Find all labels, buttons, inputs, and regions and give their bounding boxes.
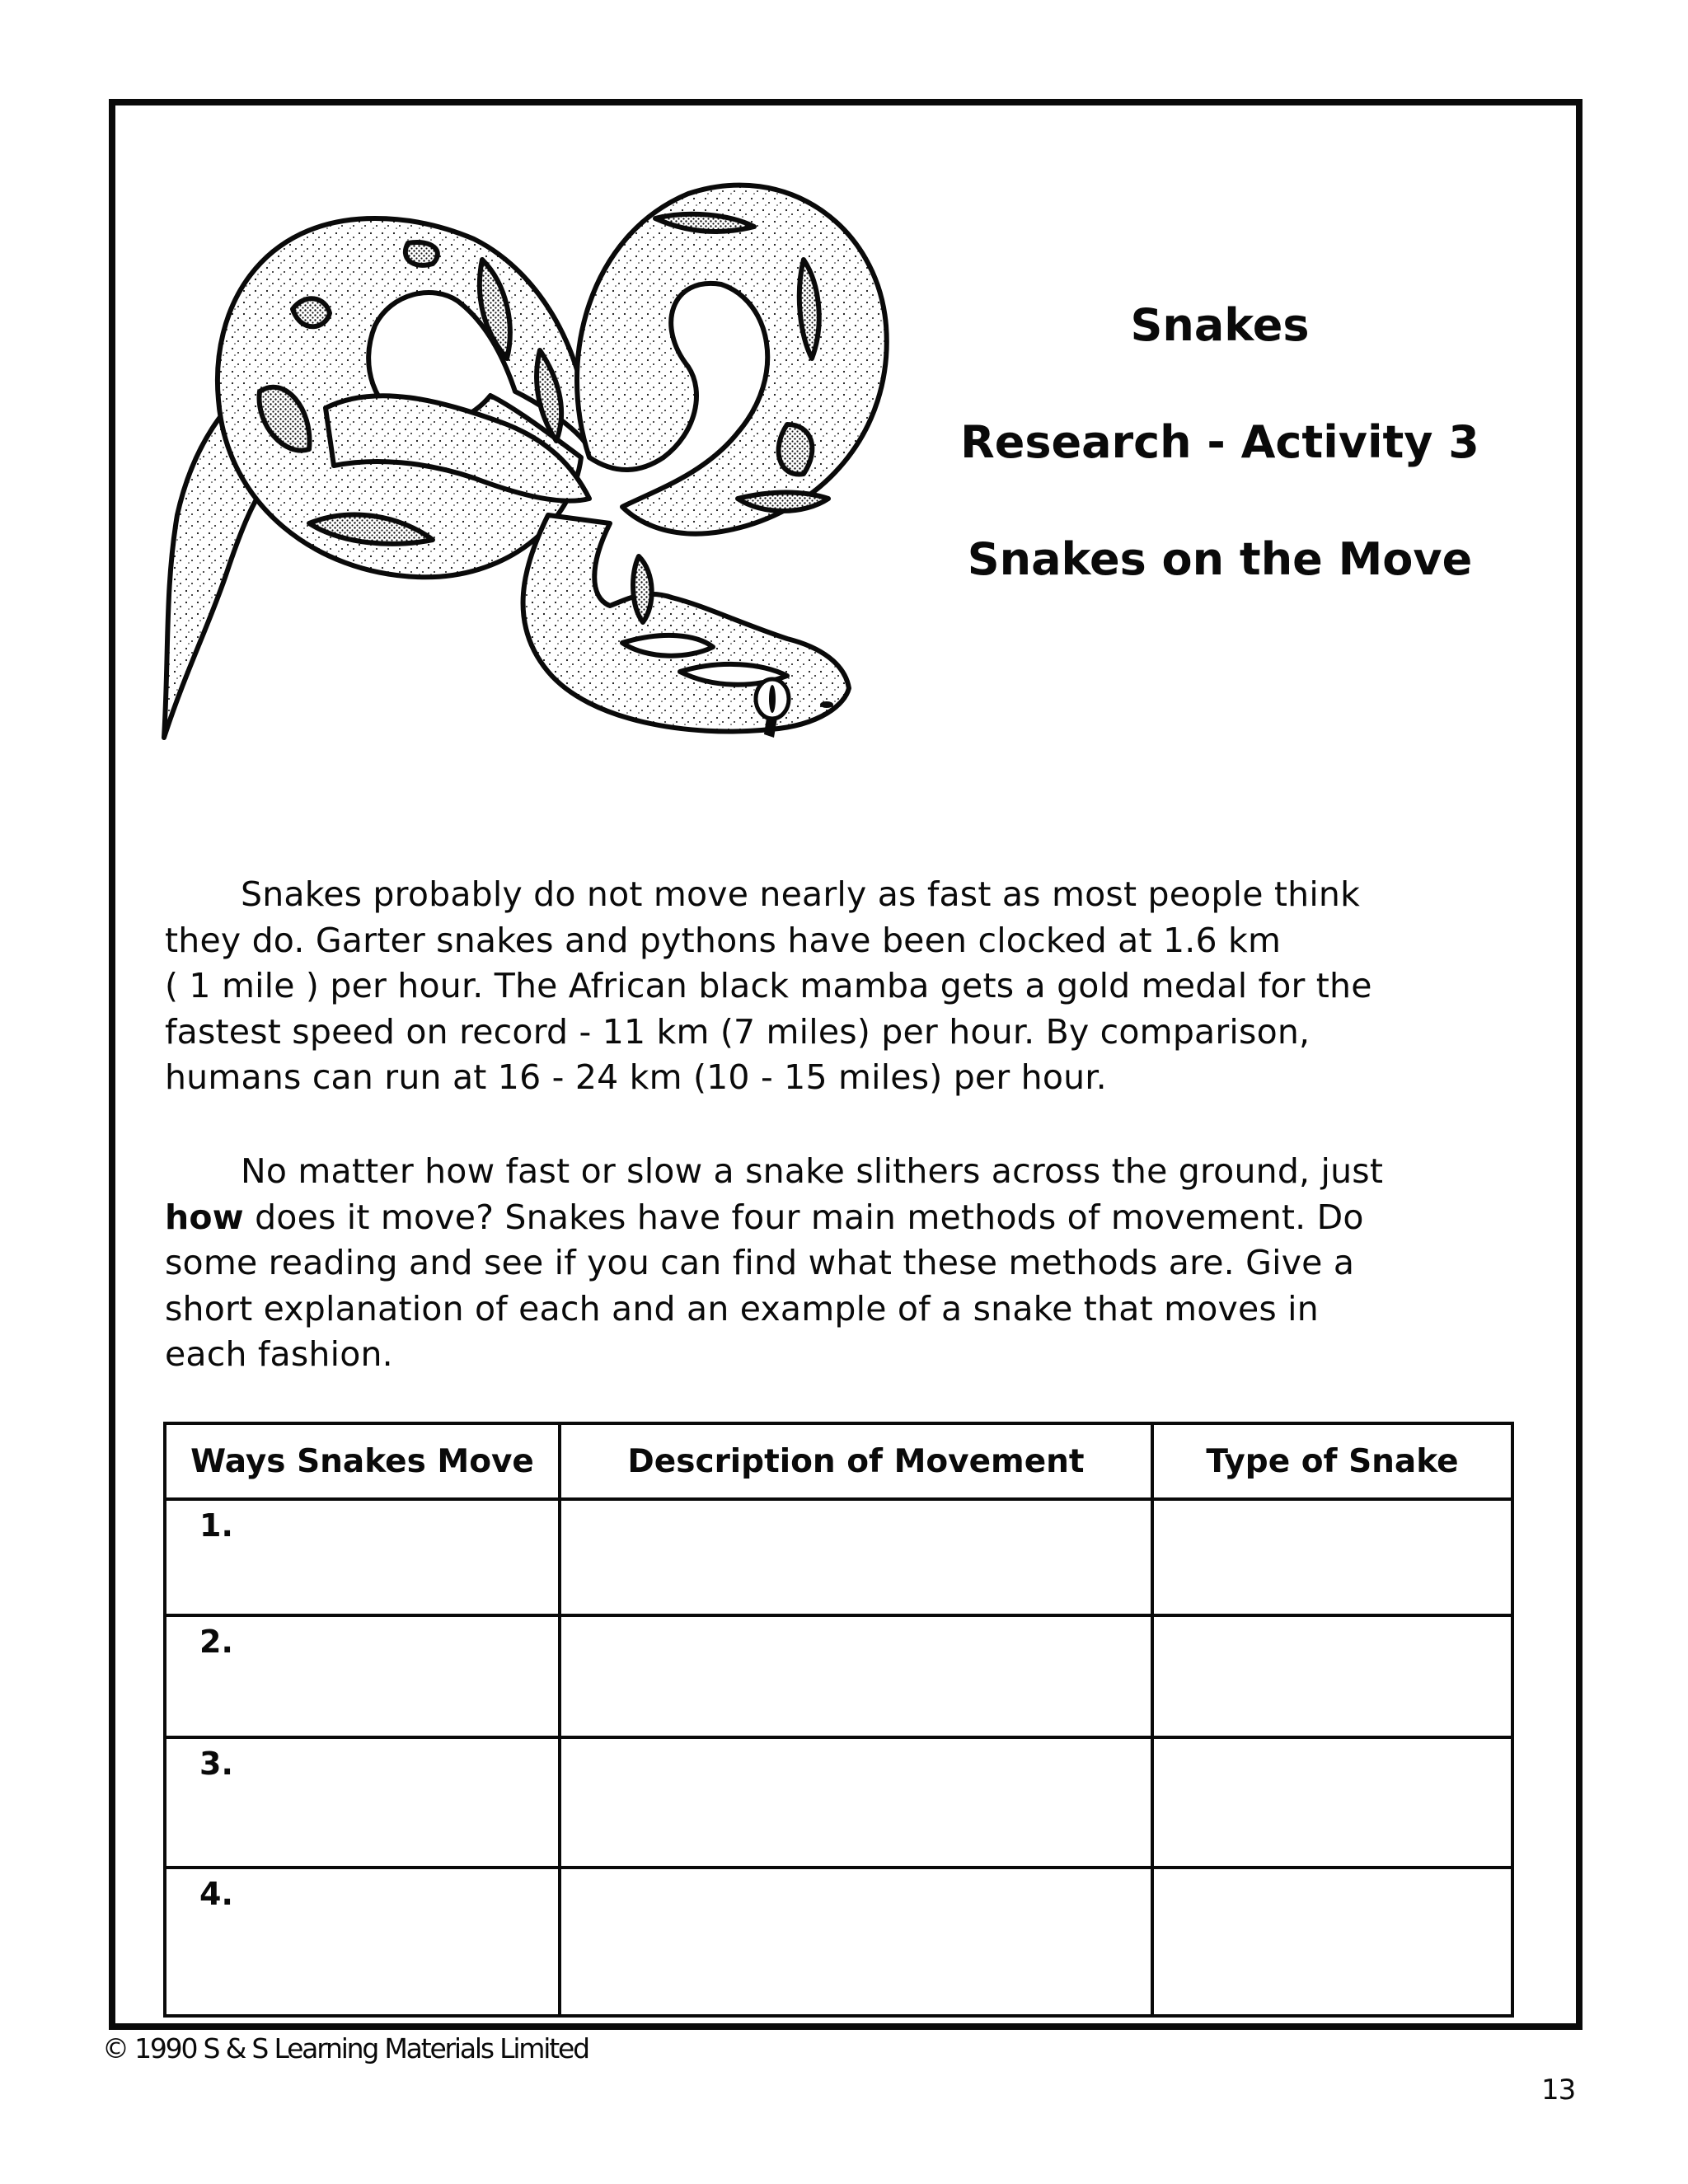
paragraph-line: each fashion. [165, 1334, 393, 1374]
paragraph-line: humans can run at 16 - 24 km (10 - 15 miles) per hour. [165, 1057, 1107, 1097]
header-type: Type of Snake [1152, 1423, 1512, 1499]
paragraph-line: No matter how fast or slow a snake slithers across the ground, just [241, 1151, 1384, 1191]
intro-paragraph [165, 872, 1517, 1101]
description-cell[interactable] [560, 1737, 1152, 1868]
movement-table [163, 1422, 1514, 2018]
paragraph-line [165, 1195, 1517, 1241]
description-cell[interactable] [560, 1615, 1152, 1737]
activity-subtitle: Research - Activity 3 [960, 416, 1479, 468]
copyright-notice: © 1990 S & S Learning Materials Limited [102, 2032, 588, 2064]
type-cell[interactable] [1152, 1868, 1512, 2016]
row-number-cell[interactable]: 2. [165, 1615, 560, 1737]
table-row [165, 1868, 1512, 2016]
header-ways: Ways Snakes Move [165, 1423, 560, 1499]
coiled-snake-icon [161, 161, 903, 754]
emphasis-how: how [165, 1197, 244, 1237]
page-title: Snakes [1130, 299, 1310, 351]
paragraph-line: Snakes probably do not move nearly as fast as most people think [241, 874, 1361, 914]
table-row [165, 1737, 1512, 1868]
row-number-cell[interactable]: 1. [165, 1499, 560, 1615]
paragraph-line: fastest speed on record - 11 km (7 miles) per hour. By comparison, [165, 1011, 1311, 1052]
description-cell[interactable] [560, 1499, 1152, 1615]
snake-illustration [161, 161, 903, 754]
row-number-cell[interactable]: 4. [165, 1868, 560, 2016]
table-row [165, 1499, 1512, 1615]
header-description: Description of Movement [560, 1423, 1152, 1499]
page-number: 13 [1541, 2074, 1576, 2107]
row-number-cell[interactable]: 3. [165, 1737, 560, 1868]
table-header-row [165, 1423, 1512, 1499]
paragraph-text: does it move? Snakes have four main methods of movement. Do [243, 1197, 1364, 1237]
instructions-paragraph [165, 1149, 1517, 1378]
paragraph-line: they do. Garter snakes and pythons have been clocked at 1.6 km [165, 920, 1282, 960]
topic-heading: Snakes on the Move [967, 533, 1473, 585]
paragraph-line: some reading and see if you can find what these methods are. Give a [165, 1243, 1355, 1282]
table-row [165, 1615, 1512, 1737]
type-cell[interactable] [1152, 1737, 1512, 1868]
type-cell[interactable] [1152, 1615, 1512, 1737]
paragraph-line: short explanation of each and an example of a snake that moves in [165, 1288, 1319, 1329]
description-cell[interactable] [560, 1868, 1152, 2016]
type-cell[interactable] [1152, 1499, 1512, 1615]
paragraph-line: ( 1 mile ) per hour. The African black mamba gets a gold medal for the [165, 966, 1372, 1005]
